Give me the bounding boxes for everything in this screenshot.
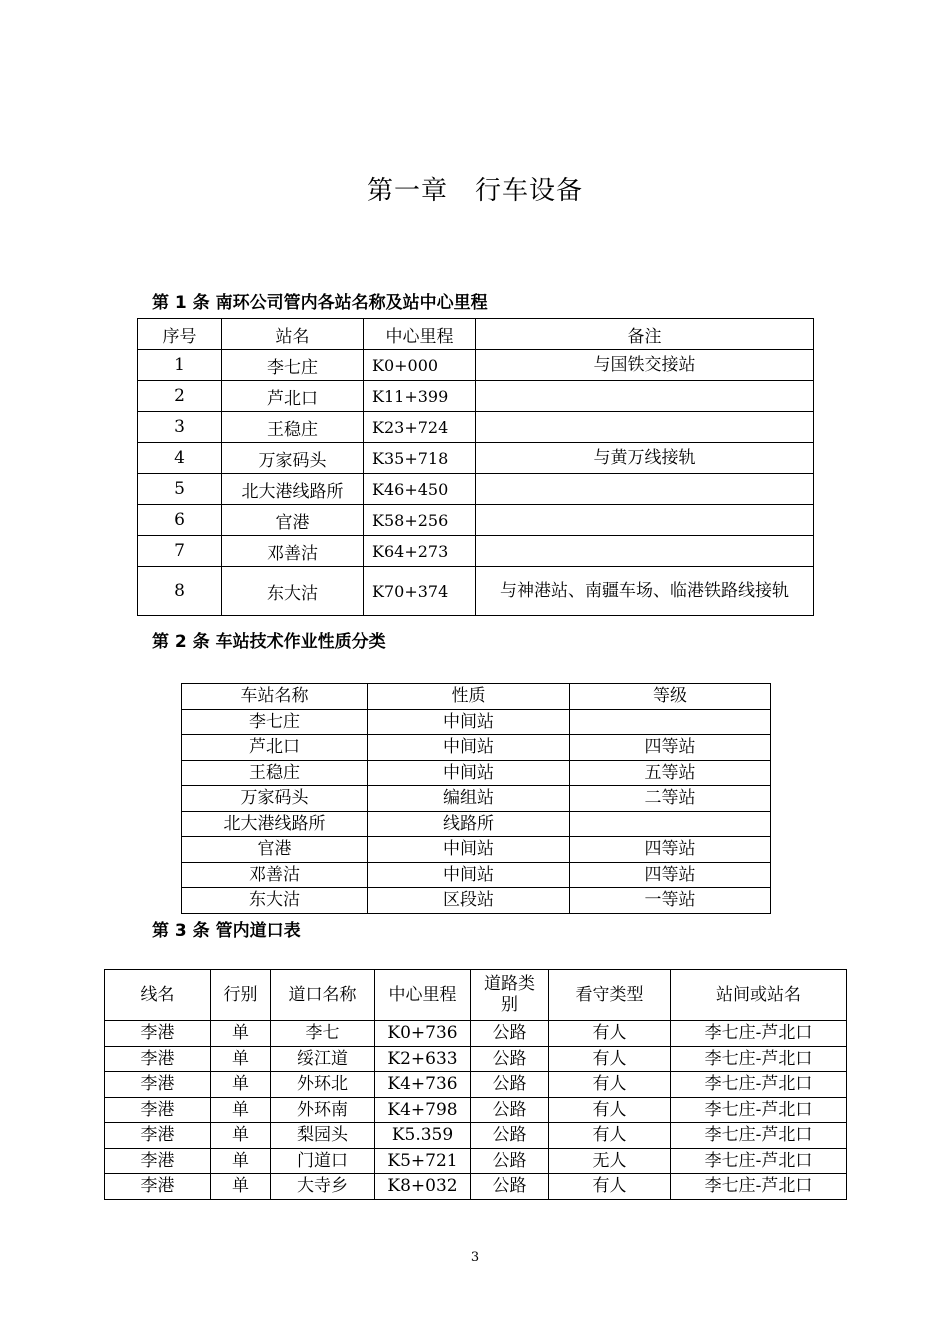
header-cell: 看守类型: [549, 970, 671, 1021]
cell: 四等站: [570, 735, 771, 761]
cell: 李港: [105, 1148, 211, 1174]
cell: 李七庄-芦北口: [671, 1046, 847, 1072]
cell: 李港: [105, 1123, 211, 1149]
cell: 李港: [105, 1097, 211, 1123]
cell: 无人: [549, 1148, 671, 1174]
cell: K0+000: [364, 350, 476, 381]
cell: 1: [138, 350, 222, 381]
cell: 6: [138, 505, 222, 536]
cell: K23+724: [364, 412, 476, 443]
cell: 有人: [549, 1021, 671, 1047]
cell: 区段站: [368, 888, 570, 914]
cell: [476, 505, 814, 536]
cell: 李七庄-芦北口: [671, 1174, 847, 1200]
cell: 官港: [222, 505, 364, 536]
table-row: [105, 1046, 847, 1072]
cell: 中间站: [368, 760, 570, 786]
cell: 中间站: [368, 837, 570, 863]
cell: 东大沽: [222, 567, 364, 616]
cell: 李七庄-芦北口: [671, 1123, 847, 1149]
table-row: [182, 862, 771, 888]
cell: 李港: [105, 1046, 211, 1072]
cell: 单: [211, 1097, 271, 1123]
cell: 公路: [471, 1148, 549, 1174]
cell: 公路: [471, 1174, 549, 1200]
cell: 大寺乡: [271, 1174, 375, 1200]
cell: 李七: [271, 1021, 375, 1047]
table-row: [138, 350, 814, 381]
cell: 东大沽: [182, 888, 368, 914]
cell: 二等站: [570, 786, 771, 812]
cell: 梨园头: [271, 1123, 375, 1149]
cell: 李七庄-芦北口: [671, 1072, 847, 1098]
cell: 李七庄: [182, 709, 368, 735]
cell: 7: [138, 536, 222, 567]
section3-heading: 第 3 条 管内道口表: [152, 921, 301, 941]
cell: 有人: [549, 1123, 671, 1149]
cell: 门道口: [271, 1148, 375, 1174]
cell: 单: [211, 1123, 271, 1149]
cell: 邓善沽: [182, 862, 368, 888]
cell: 万家码头: [182, 786, 368, 812]
cell: [476, 474, 814, 505]
cell: 有人: [549, 1174, 671, 1200]
cell: 有人: [549, 1046, 671, 1072]
cell: 北大港线路所: [222, 474, 364, 505]
cell: 中间站: [368, 709, 570, 735]
cell: K70+374: [364, 567, 476, 616]
cell: 王稳庄: [182, 760, 368, 786]
table-row: [105, 1072, 847, 1098]
table-row: [105, 1097, 847, 1123]
header-cell: 站间或站名: [671, 970, 847, 1021]
cell: 芦北口: [182, 735, 368, 761]
header-cell: 道路类别: [471, 970, 549, 1021]
table-row: [138, 412, 814, 443]
chapter-title: 第一章 行车设备: [366, 176, 583, 206]
table-header-row: [138, 319, 814, 350]
cell: [570, 709, 771, 735]
table-row: [182, 786, 771, 812]
table-row: [182, 837, 771, 863]
cell: 公路: [471, 1021, 549, 1047]
table-row: [105, 1148, 847, 1174]
cell: 单: [211, 1072, 271, 1098]
cell: 单: [211, 1021, 271, 1047]
table-row: [138, 505, 814, 536]
header-cell: 行别: [211, 970, 271, 1021]
header-cell: 道口名称: [271, 970, 375, 1021]
header-cell: 等级: [570, 684, 771, 710]
cell: 与神港站、南疆车场、临港铁路线接轨: [476, 567, 814, 616]
station-classification-table: [181, 683, 771, 914]
cell: 李七庄-芦北口: [671, 1097, 847, 1123]
header-cell: 中心里程: [375, 970, 471, 1021]
cell: 4: [138, 443, 222, 474]
cell: 李港: [105, 1021, 211, 1047]
cell: 邓善沽: [222, 536, 364, 567]
cell: 李七庄-芦北口: [671, 1021, 847, 1047]
cell: 有人: [549, 1097, 671, 1123]
cell: 中间站: [368, 862, 570, 888]
cell: 四等站: [570, 837, 771, 863]
cell: 有人: [549, 1072, 671, 1098]
cell: K35+718: [364, 443, 476, 474]
cell: 单: [211, 1046, 271, 1072]
cell: [476, 381, 814, 412]
table-row: [138, 443, 814, 474]
cell: 北大港线路所: [182, 811, 368, 837]
cell: [476, 412, 814, 443]
header-cell: 车站名称: [182, 684, 368, 710]
table-row: [138, 567, 814, 616]
header-cell: 性质: [368, 684, 570, 710]
cell: K5+721: [375, 1148, 471, 1174]
table-row: [105, 1174, 847, 1200]
cell: 与国铁交接站: [476, 350, 814, 381]
header-cell: 备注: [476, 319, 814, 350]
table-row: [105, 1021, 847, 1047]
station-mileage-table: [137, 318, 814, 616]
table-header-row: [182, 684, 771, 710]
cell: 五等站: [570, 760, 771, 786]
cell: [476, 536, 814, 567]
header-cell: 线名: [105, 970, 211, 1021]
cell: K4+798: [375, 1097, 471, 1123]
cell: 单: [211, 1174, 271, 1200]
table-header-row: [105, 970, 847, 1021]
cell: K46+450: [364, 474, 476, 505]
cell: 与黄万线接轨: [476, 443, 814, 474]
cell: 2: [138, 381, 222, 412]
cell: 3: [138, 412, 222, 443]
cell: 芦北口: [222, 381, 364, 412]
cell: 李港: [105, 1174, 211, 1200]
cell: K8+032: [375, 1174, 471, 1200]
cell: 外环北: [271, 1072, 375, 1098]
cell: K11+399: [364, 381, 476, 412]
table-row: [138, 474, 814, 505]
table-row: [138, 381, 814, 412]
cell: K58+256: [364, 505, 476, 536]
cell: 李七庄: [222, 350, 364, 381]
cell: 公路: [471, 1123, 549, 1149]
cell: K4+736: [375, 1072, 471, 1098]
cell: 单: [211, 1148, 271, 1174]
cell: 四等站: [570, 862, 771, 888]
table-row: [182, 811, 771, 837]
cell: 8: [138, 567, 222, 616]
cell: 李港: [105, 1072, 211, 1098]
cell: 5: [138, 474, 222, 505]
cell: 公路: [471, 1046, 549, 1072]
cell: 中间站: [368, 735, 570, 761]
cell: 编组站: [368, 786, 570, 812]
cell: 万家码头: [222, 443, 364, 474]
table-row: [182, 735, 771, 761]
cell: 王稳庄: [222, 412, 364, 443]
cell: 外环南: [271, 1097, 375, 1123]
cell: K0+736: [375, 1021, 471, 1047]
table-row: [138, 536, 814, 567]
cell: [570, 811, 771, 837]
section1-heading: 第 1 条 南环公司管内各站名称及站中心里程: [152, 293, 488, 313]
table-row: [182, 709, 771, 735]
table-row: [182, 888, 771, 914]
header-cell: 序号: [138, 319, 222, 350]
cell: 一等站: [570, 888, 771, 914]
header-cell: 中心里程: [364, 319, 476, 350]
table-row: [105, 1123, 847, 1149]
cell: K5.359: [375, 1123, 471, 1149]
cell: K2+633: [375, 1046, 471, 1072]
cell: K64+273: [364, 536, 476, 567]
cell: 绥江道: [271, 1046, 375, 1072]
cell: 线路所: [368, 811, 570, 837]
cell: 公路: [471, 1097, 549, 1123]
table-row: [182, 760, 771, 786]
cell: 官港: [182, 837, 368, 863]
section2-heading: 第 2 条 车站技术作业性质分类: [152, 632, 386, 652]
cell: 公路: [471, 1072, 549, 1098]
header-cell: 站名: [222, 319, 364, 350]
cell: 李七庄-芦北口: [671, 1148, 847, 1174]
level-crossing-table: [104, 969, 847, 1200]
page-number: 3: [470, 1250, 480, 1265]
